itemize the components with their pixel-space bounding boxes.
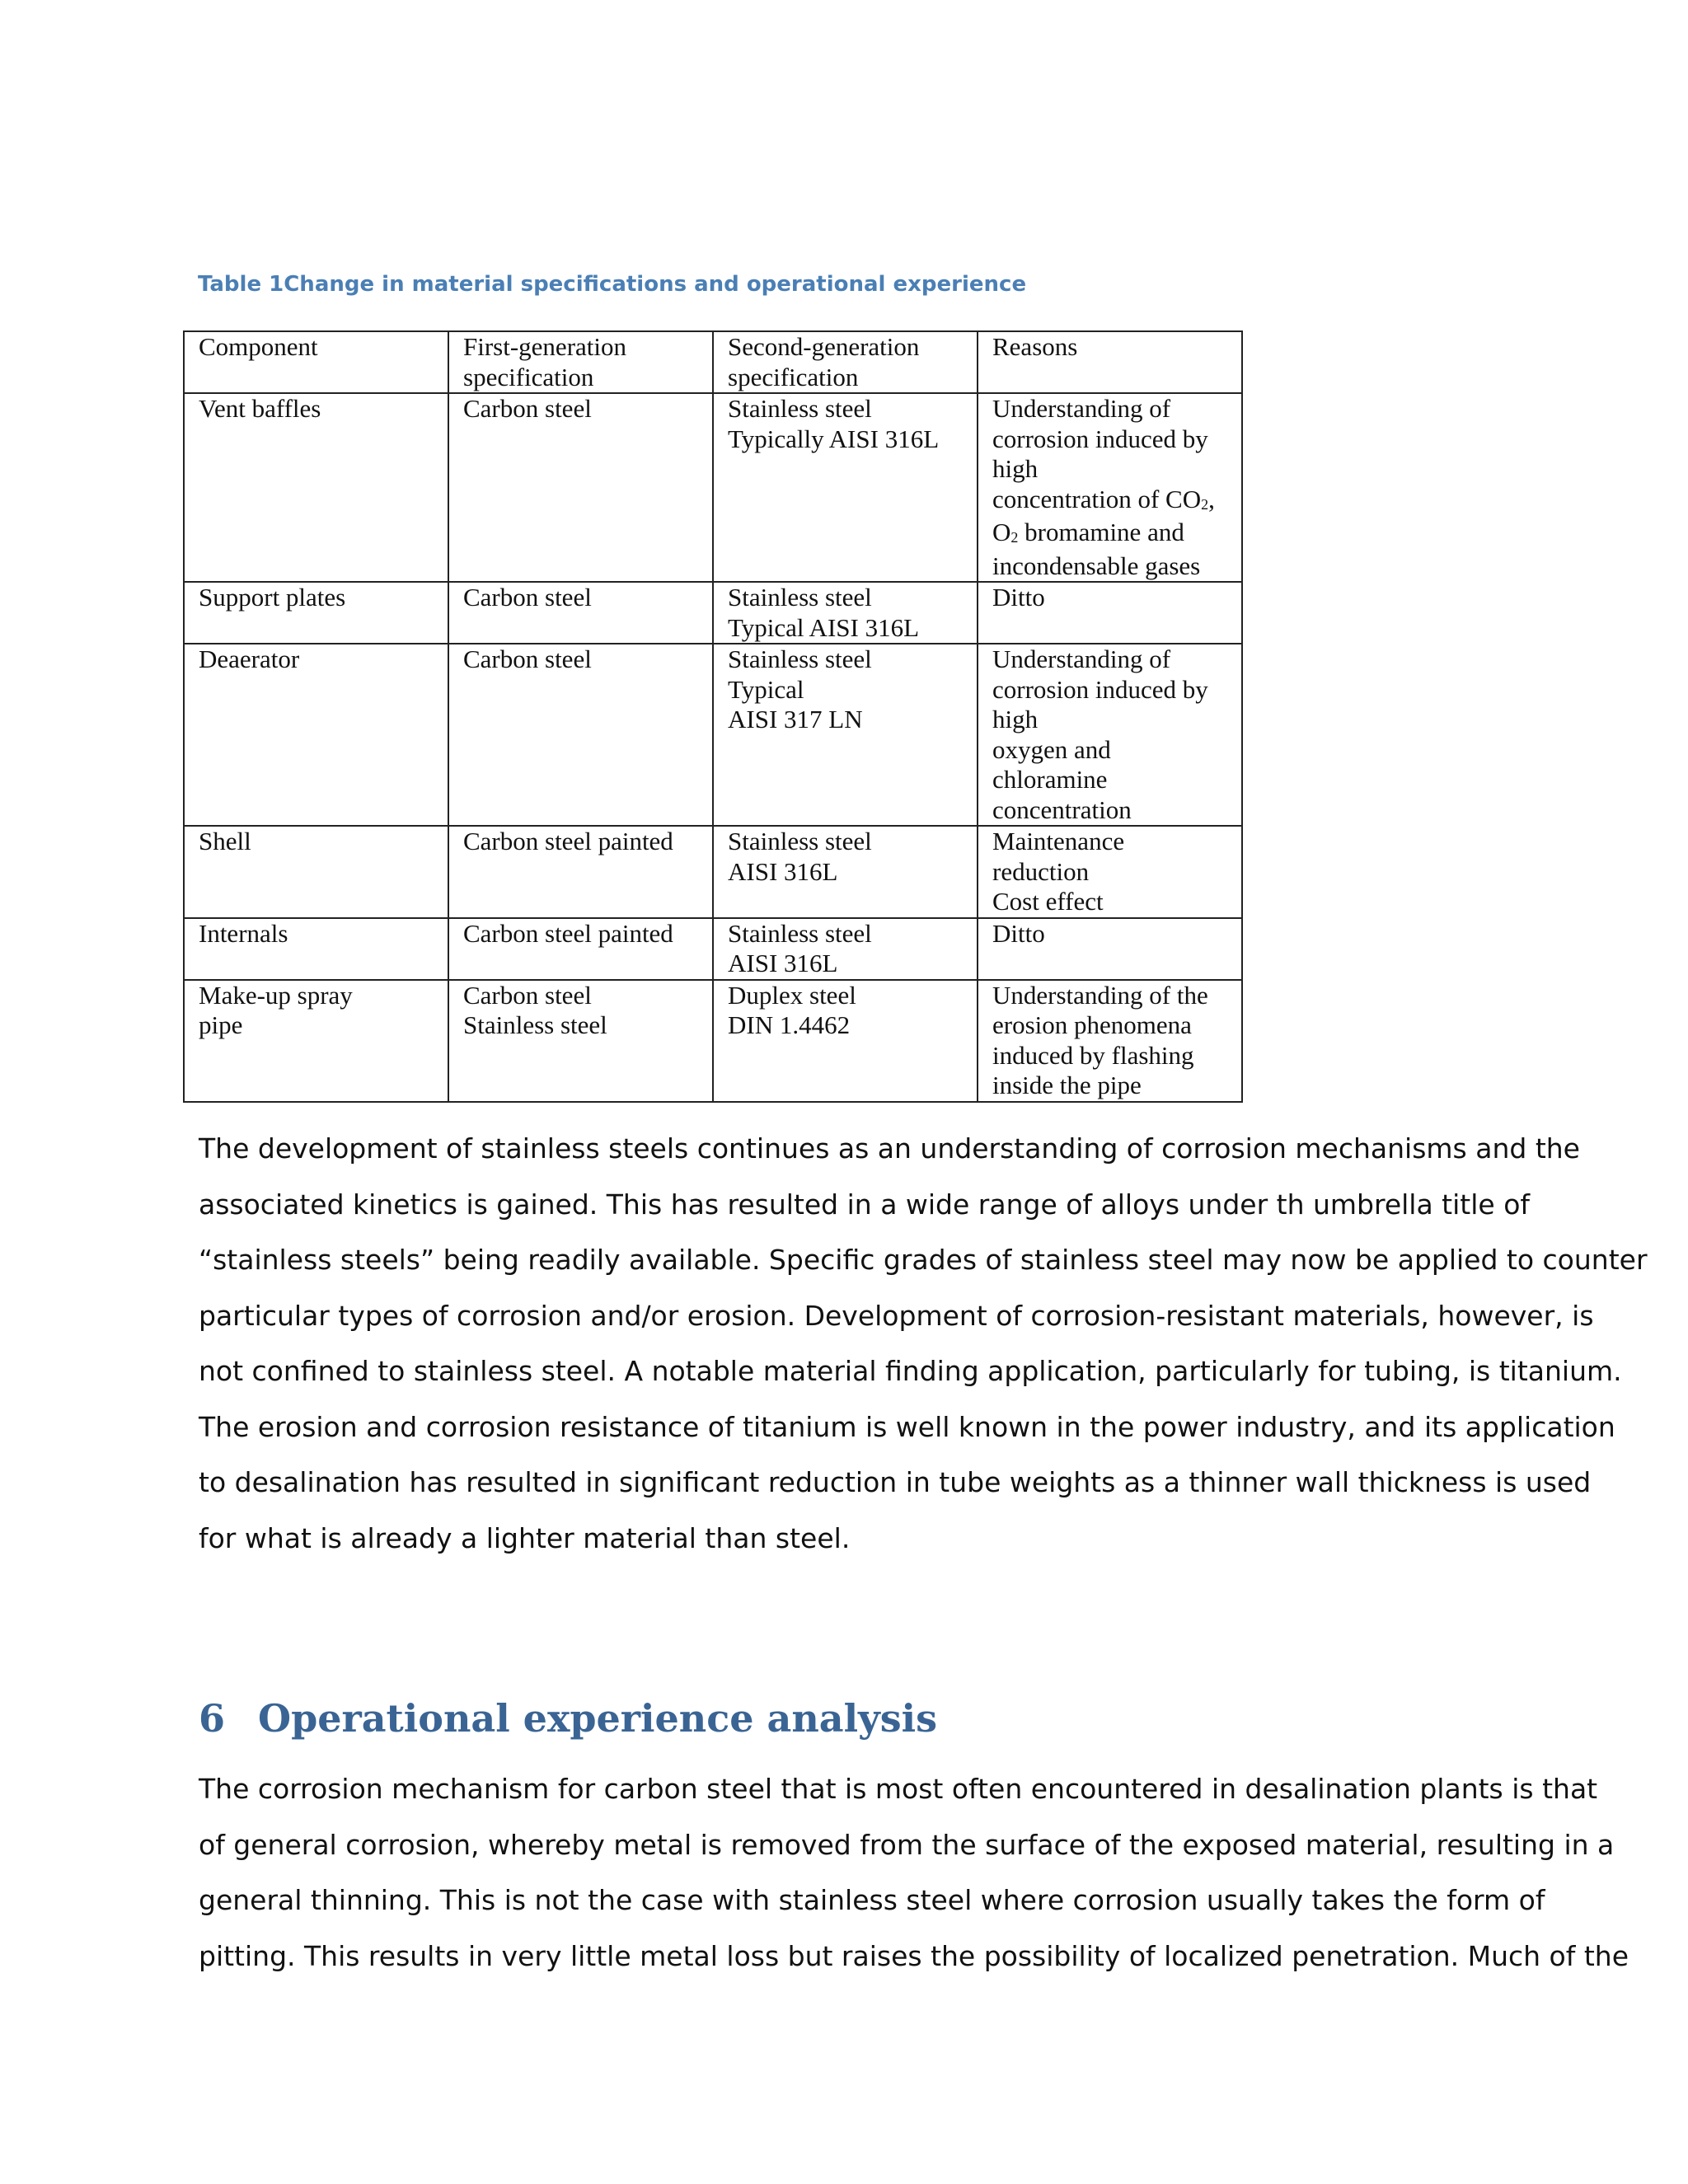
table-header-row xyxy=(184,331,1242,393)
cell-second-gen: Stainless steel AISI 316L xyxy=(713,918,978,980)
cell-first-gen: Carbon steel xyxy=(448,393,713,582)
cell-first-gen: Carbon steel xyxy=(448,582,713,644)
cell-component: Deaerator xyxy=(184,644,448,826)
cell-component: Support plates xyxy=(184,582,448,644)
table-row xyxy=(184,582,1242,644)
paragraph-line: associated kinetics is gained. This has resulted in a wide range of alloys under th umbrella title of xyxy=(199,1188,1531,1221)
cell-reasons: Understanding of corrosion induced by high concentration of $CO_2$, $O_2$ bromamine and incondensable gases xyxy=(978,393,1242,582)
paragraph-line: The erosion and corrosion resistance of titanium is well known in the power industry, and its application xyxy=(199,1410,1615,1443)
table-row xyxy=(184,644,1242,826)
cell-first-gen: Carbon steel painted xyxy=(448,826,713,918)
cell-reasons: Ditto xyxy=(978,582,1242,644)
cell-component: Internals xyxy=(184,918,448,980)
paragraph-line: for what is already a lighter material than steel. xyxy=(199,1521,851,1554)
subscript-2: 2 xyxy=(1201,495,1209,513)
cell-second-gen: Stainless steel AISI 316L xyxy=(713,826,978,918)
o2-line: $O_2$ bromamine and xyxy=(992,518,1184,546)
cell-reasons: Understanding of corrosion induced by high oxygen and chloramine concentration xyxy=(978,644,1242,826)
header-cell-reasons: Reasons xyxy=(978,331,1242,393)
cell-second-gen: Duplex steel DIN 1.4462 xyxy=(713,980,978,1102)
cell-reasons: Understanding of the erosion phenomena induced by flashing inside the pipe xyxy=(978,980,1242,1102)
paragraph-line: “stainless steels” being readily available. Specific grades of stainless steel may now be applied to counter xyxy=(199,1244,1648,1276)
co2-line: concentration of $CO_2$, xyxy=(992,484,1215,513)
header-cell-component: Component xyxy=(184,331,448,393)
cell-first-gen: Carbon steel painted xyxy=(448,918,713,980)
header-cell-first-gen: First-generation specification xyxy=(448,331,713,393)
cell-reasons: Ditto xyxy=(978,918,1242,980)
cell-reasons: Maintenance reduction Cost effect xyxy=(978,826,1242,918)
subscript-2: 2 xyxy=(1010,529,1019,546)
table-row xyxy=(184,826,1242,918)
section-number: 6 xyxy=(199,1696,226,1741)
cell-second-gen: Stainless steel Typical AISI 317 LN xyxy=(713,644,978,826)
cell-first-gen: Carbon steel Stainless steel xyxy=(448,980,713,1102)
paragraph-line: of general corrosion, whereby metal is removed from the surface of the exposed material, resulting in a xyxy=(199,1828,1615,1861)
section-heading xyxy=(199,1696,937,1741)
section-title: Operational experience analysis xyxy=(258,1696,938,1741)
paragraph-line: The development of stainless steels continues as an understanding of corrosion mechanisms and the xyxy=(199,1132,1580,1165)
cell-component: Make-up spray pipe xyxy=(184,980,448,1102)
paragraph-stainless-development xyxy=(199,1121,1648,1566)
table-row xyxy=(184,393,1242,582)
table-caption: Table 1Change in material specifications and operational experience xyxy=(198,272,1027,297)
paragraph-line: The corrosion mechanism for carbon steel that is most often encountered in desalination plants is that xyxy=(199,1773,1598,1805)
material-spec-table xyxy=(183,330,1243,1103)
table-row xyxy=(184,980,1242,1102)
paragraph-line: pitting. This results in very little metal loss but raises the possibility of localized penetration. Much of the xyxy=(199,1939,1629,1972)
paragraph-line: not confined to stainless steel. A notable material finding application, particularly for tubing, is titanium. xyxy=(199,1355,1622,1387)
cell-component: Shell xyxy=(184,826,448,918)
paragraph-corrosion-mechanism xyxy=(199,1761,1629,1984)
paragraph-line: general thinning. This is not the case with stainless steel where corrosion usually takes the form of xyxy=(199,1884,1545,1916)
table-row xyxy=(184,918,1242,980)
header-cell-second-gen: Second-generation specification xyxy=(713,331,978,393)
cell-first-gen: Carbon steel xyxy=(448,644,713,826)
cell-second-gen: Stainless steel Typical AISI 316L xyxy=(713,582,978,644)
paragraph-line: to desalination has resulted in significant reduction in tube weights as a thinner wall thickness is used xyxy=(199,1466,1592,1498)
cell-component: Vent baffles xyxy=(184,393,448,582)
cell-second-gen: Stainless steel Typically AISI 316L xyxy=(713,393,978,582)
paragraph-line: particular types of corrosion and/or erosion. Development of corrosion-resistant materials, however, is xyxy=(199,1299,1594,1332)
